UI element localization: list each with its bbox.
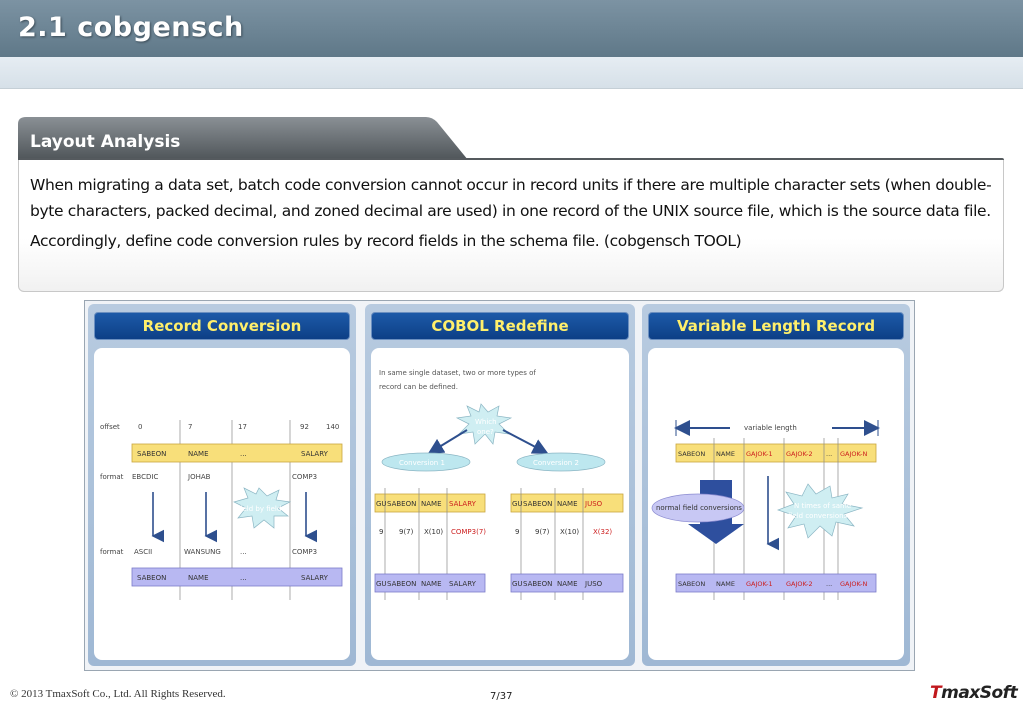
offset-value: 0 — [138, 423, 143, 431]
section-tab — [18, 116, 468, 160]
cobol-redefine-title: COBOL Redefine — [371, 312, 629, 340]
format-value: ASCII — [134, 548, 153, 556]
conversion-1-label: Conversion 1 — [399, 459, 445, 467]
offset-value: 92 — [300, 423, 309, 431]
field-label: GU — [512, 500, 523, 508]
normal-conversion-label: normal field conversions — [656, 504, 742, 512]
format-value: JOHAB — [188, 473, 211, 481]
field-label: GU — [512, 580, 523, 588]
pic-clause: 9(7) — [535, 528, 550, 536]
field-label: NAME — [421, 500, 442, 508]
pic-clause: X(10) — [424, 528, 444, 536]
field-label: ... — [240, 574, 247, 582]
format-value: COMP3 — [292, 548, 318, 556]
cobol-redefine-panel — [365, 304, 635, 666]
record-conversion-title: Record Conversion — [94, 312, 350, 340]
field-label: ... — [826, 450, 833, 458]
cobol-redefine-body — [371, 348, 629, 660]
variable-length-label: variable length — [744, 424, 797, 432]
field-label: NAME — [716, 580, 736, 588]
field-label: ... — [826, 580, 833, 588]
pic-clause: COMP3(7) — [451, 528, 487, 536]
description-paragraph-2: Accordingly, define code conversion rules by record fields in the schema file. (cobgensch TOOL) — [30, 232, 742, 250]
burst-shape — [778, 484, 862, 538]
page-title: 2.1 cobgensch — [18, 12, 244, 43]
field-label: NAME — [557, 500, 578, 508]
record-conversion-diagram — [94, 348, 350, 660]
burst-text: field conversions — [788, 512, 848, 520]
field-label: JUSO — [585, 500, 603, 508]
cobol-redefine-diagram — [371, 348, 629, 660]
format-label: format — [100, 473, 124, 481]
field-label: SABEON — [523, 500, 553, 508]
field-label: SALARY — [301, 574, 328, 582]
logo-prefix: T — [930, 683, 942, 703]
tmaxsoft-logo — [930, 683, 1017, 703]
burst-text: N times of same — [794, 502, 852, 510]
field-label: NAME — [557, 580, 578, 588]
field-label: SABEON — [387, 580, 417, 588]
offset-value: 7 — [188, 423, 193, 431]
field-label: SABEON — [387, 500, 417, 508]
pic-clause: 9 — [379, 528, 384, 536]
field-label: NAME — [421, 580, 442, 588]
format-value: EBCDIC — [132, 473, 159, 481]
field-label: GAJOK-2 — [786, 580, 813, 588]
field-label: GAJOK-N — [840, 450, 868, 458]
variable-length-diagram — [648, 348, 904, 660]
field-label: GAJOK-1 — [746, 580, 773, 588]
note-line: record can be defined. — [379, 383, 458, 391]
field-label: SABEON — [137, 574, 167, 582]
offset-label: offset — [100, 423, 120, 431]
conversion-2-label: Conversion 2 — [533, 459, 579, 467]
field-label: JUSO — [585, 580, 603, 588]
section-tab-label: Layout Analysis — [30, 132, 181, 152]
offset-value: 140 — [326, 423, 340, 431]
format-label: format — [100, 548, 124, 556]
pic-clause: 9(7) — [399, 528, 414, 536]
note-line: In same single dataset, two or more types of — [379, 369, 536, 377]
burst-text: one? — [477, 428, 494, 436]
field-label: SALARY — [301, 450, 328, 458]
variable-length-panel — [642, 304, 910, 666]
record-conversion-panel — [88, 304, 356, 666]
pic-clause: X(10) — [560, 528, 580, 536]
field-label: NAME — [188, 574, 209, 582]
field-label: GU — [376, 500, 387, 508]
format-value: COMP3 — [292, 473, 318, 481]
copyright-text: © 2013 TmaxSoft Co., Ltd. All Rights Reserved. — [10, 688, 226, 700]
field-label: NAME — [188, 450, 209, 458]
burst-text: Field by field — [237, 505, 282, 513]
pic-clause: 9 — [515, 528, 520, 536]
field-label: SALARY — [449, 500, 476, 508]
field-label: SABEON — [678, 450, 706, 458]
format-value: ... — [240, 548, 247, 556]
field-label: GAJOK-2 — [786, 450, 813, 458]
field-label: ... — [240, 450, 247, 458]
description-paragraph-1: When migrating a data set, batch code conversion cannot occur in record units if there are multiple character sets (when double-byte characters, packed decimal, and zoned decimal are used) in one record of the UNIX source file, which is the source data file. — [30, 176, 992, 220]
record-conversion-body — [94, 348, 350, 660]
field-label: SABEON — [523, 580, 553, 588]
diagram-figure — [84, 300, 915, 671]
variable-length-title: Variable Length Record — [648, 312, 904, 340]
logo-rest: maxSoft — [941, 683, 1018, 703]
field-label: GAJOK-N — [840, 580, 868, 588]
offset-value: 17 — [238, 423, 247, 431]
sub-header-band — [0, 57, 1023, 89]
burst-text: Which — [475, 418, 497, 426]
field-label: GU — [376, 580, 387, 588]
field-label: NAME — [716, 450, 736, 458]
field-label: GAJOK-1 — [746, 450, 773, 458]
format-value: WANSUNG — [184, 548, 221, 556]
field-label: SALARY — [449, 580, 476, 588]
variable-length-body — [648, 348, 904, 660]
field-label: SABEON — [137, 450, 167, 458]
pic-clause: X(32) — [593, 528, 613, 536]
page-number: 7/37 — [490, 691, 513, 702]
description-box — [18, 160, 1004, 292]
field-label: SABEON — [678, 580, 706, 588]
